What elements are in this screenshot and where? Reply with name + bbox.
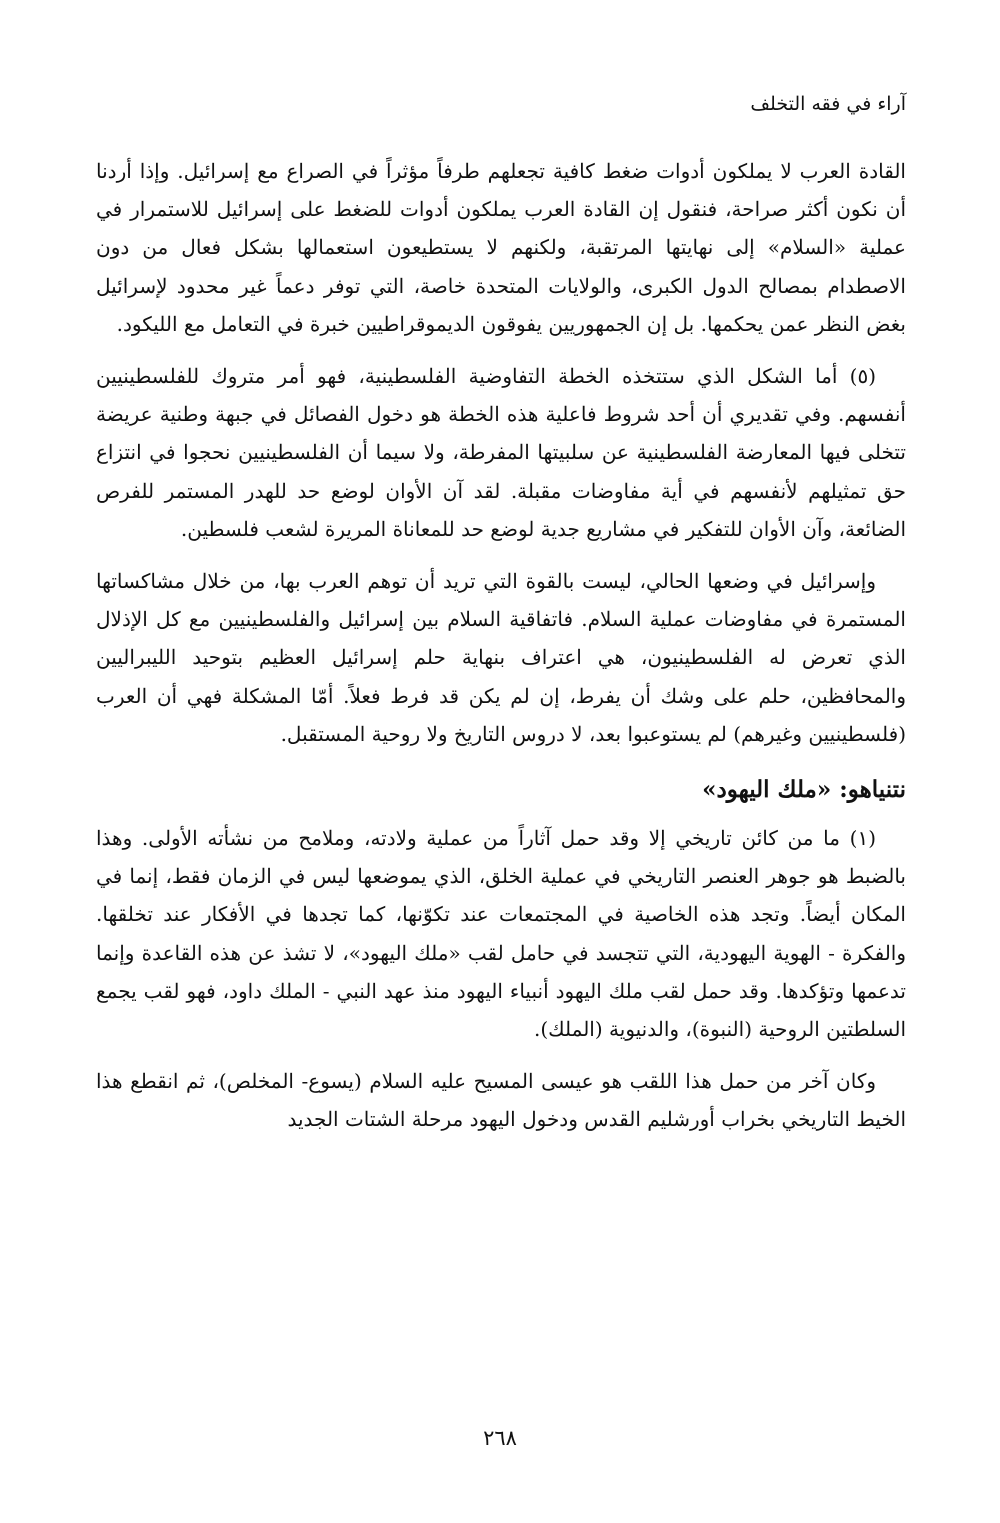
paragraph-3: وإسرائيل في وضعها الحالي، ليست بالقوة التي تريد أن توهم العرب بها، من خلال مشاكساتها المستمرة في مفاوضات عملية السلام. فاتفاقية السلام بين إسرائيل والفلسطينيين مع كل الإذلال الذي تعرض له الفلسطينيون، هي اعتراف بنهاية حلم إسرائيل العظيم بتوحيد الليبراليين والمحافظين، حلم على وشك أن يفرط، إن لم يكن قد فرط فعلاً. أمّا المشكلة فهي أن العرب (فلسطينيين وغيرهم) لم يستوعبوا بعد، لا دروس التاريخ ولا روحية المستقبل. [96,569,906,746]
section-heading: نتنياهو: «ملك اليهود» [702,776,906,804]
paragraph-1: القادة العرب لا يملكون أدوات ضغط كافية تجعلهم طرفاً مؤثراً في الصراع مع إسرائيل. وإذا أردنا أن نكون أكثر صراحة، فنقول إن القادة العرب يملكون أدوات للضغط على إسرائيل للاستمرار في عملية «السلام» إلى نهايتها المرتقبة، ولكنهم لا يستطيعون استعمالها بشكل فعال من دون الاصطدام بمصالح الدول الكبرى، والولايات المتحدة خاصة، التي توفر دعماً غير محدود لإسرائيل بغض النظر عمن يحكمها. بل إن الجمهوريين يفوقون الديموقراطيين خبرة في التعامل مع الليكود. [96,159,906,336]
page-number: ٢٦٨ [483,1426,517,1450]
running-header: آراء في فقه التخلف [750,93,906,115]
page-body [96,152,906,1153]
paragraph-5: وكان آخر من حمل هذا اللقب هو عيسى المسيح عليه السلام (يسوع- المخلص)، ثم انقطع هذا الخيط التاريخي بخراب أورشليم القدس ودخول اليهود مرحلة الشتات الجديد [96,1069,906,1132]
paragraph-2: (٥) أما الشكل الذي ستتخذه الخطة التفاوضية الفلسطينية، فهو أمر متروك للفلسطينيين أنفسهم. وفي تقديري أن أحد شروط فاعلية هذه الخطة هو دخول الفصائل في جبهة وطنية عريضة تتخلى فيها المعارضة الفلسطينية عن سلبيتها المفرطة، ولا سيما أن الفلسطينيين نحجوا في انتزاع حق تمثيلهم لأنفسهم في أية مفاوضات مقبلة. لقد آن الأوان لوضع حد للهدر المستمر للفرص الضائعة، وآن الأوان للتفكير في مشاريع جدية لوضع حد للمعاناة المريرة لشعب فلسطين. [96,364,906,541]
paragraph-4: (١) ما من كائن تاريخي إلا وقد حمل آثاراً من عملية ولادته، وملامح من نشأته الأولى. وهذا بالضبط هو جوهر العنصر التاريخي في عملية الخلق، الذي يموضعها ليس في الزمان فقط، إنما في المكان أيضاً. وتجد هذه الخاصية في المجتمعات عند تكوّنها، كما تجدها في الأفكار عند تخلقها. والفكرة - الهوية اليهودية، التي تتجسد في حامل لقب «ملك اليهود»، لا تشذ عن هذه القاعدة وإنما تدعمها وتؤكدها. وقد حمل لقب ملك اليهود أنبياء اليهود منذ عهد النبي - الملك داود، فهو لقب يجمع السلطتين الروحية (النبوة)، والدنيوية (الملك). [96,826,906,1042]
